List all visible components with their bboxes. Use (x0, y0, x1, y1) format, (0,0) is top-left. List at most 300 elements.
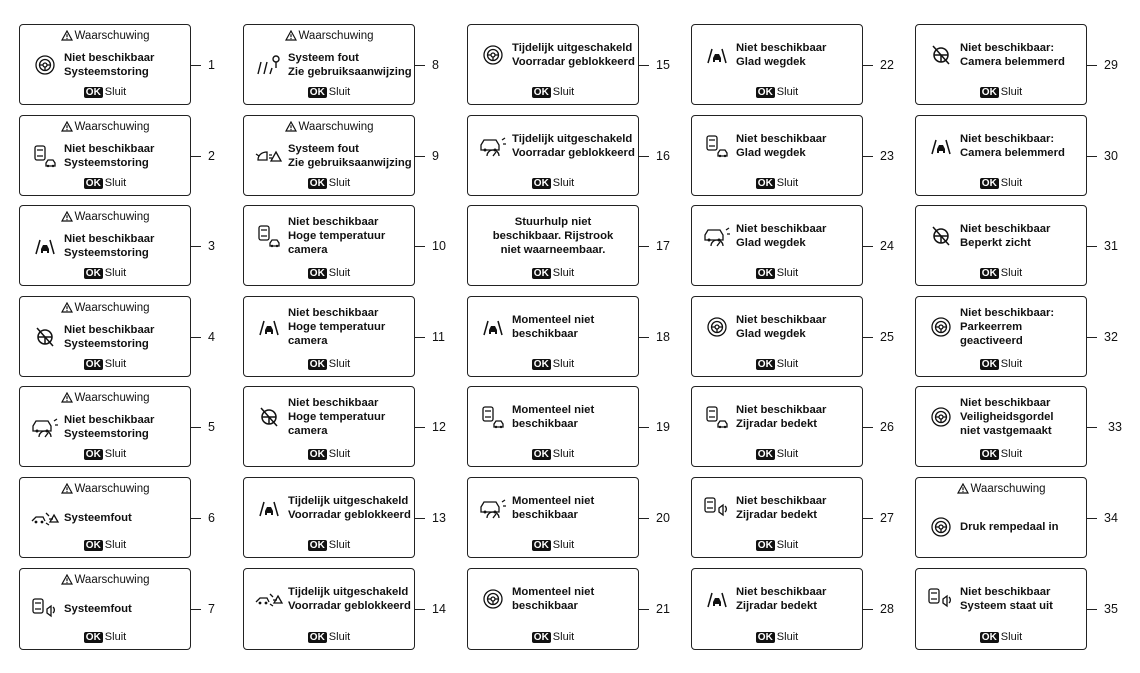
close-hint (468, 177, 638, 190)
ok-badge: OK (309, 540, 325, 551)
message-line: Druk rempedaal in (960, 520, 1059, 533)
message-line: Niet beschikbaar (64, 323, 155, 336)
message-line: Niet beschikbaar (736, 494, 827, 507)
message-card-5 (19, 386, 191, 467)
leader-line (191, 65, 201, 66)
message-text (960, 396, 1080, 438)
message-line: Voorradar geblokkeerd (512, 146, 635, 159)
close-label: Sluit (328, 177, 351, 189)
warning-caption (916, 482, 1086, 496)
callout-number: 15 (656, 57, 670, 72)
ok-badge: OK (981, 268, 997, 279)
message-line: Systeemfout (64, 603, 132, 615)
warning-caption (20, 29, 190, 43)
message-line: Niet beschikbaar (288, 396, 379, 409)
callout-number: 6 (208, 510, 215, 525)
message-text (64, 142, 184, 170)
message-line: Momenteel niet (512, 313, 595, 326)
close-label: Sluit (104, 86, 127, 98)
close-label: Sluit (552, 631, 575, 643)
callout-number: 35 (1104, 602, 1118, 616)
leader-line (639, 609, 649, 610)
warning-label: Waarschuwing (74, 30, 150, 42)
leader-line (1087, 427, 1097, 428)
lane-keep-car-icon (702, 405, 732, 429)
message-line: niet waarneembaar. (500, 243, 606, 256)
message-text (736, 41, 856, 69)
lane-lines-car-icon (254, 496, 284, 520)
message-card-9 (243, 115, 415, 196)
message-line: Voorradar geblokkeerd (512, 55, 635, 68)
warning-caption (20, 210, 190, 224)
message-text (960, 306, 1080, 348)
close-hint (916, 358, 1086, 371)
close-hint (244, 86, 414, 99)
close-hint (468, 86, 638, 99)
leader-line (191, 337, 201, 338)
warning-icon (61, 483, 73, 494)
ok-badge: OK (533, 268, 549, 279)
message-line: Niet beschikbaar (736, 403, 827, 416)
callout-number: 31 (1104, 238, 1118, 253)
callout-number: 8 (432, 57, 439, 72)
steering-wheel-circle-icon (926, 515, 956, 539)
message-text (736, 313, 856, 341)
message-text (512, 313, 632, 341)
message-card-8 (243, 24, 415, 105)
callout-number: 32 (1104, 329, 1118, 344)
ok-badge: OK (533, 449, 549, 460)
close-label: Sluit (104, 448, 127, 460)
callout-number: 16 (656, 148, 670, 163)
message-line: Parkeerrem (960, 320, 1023, 333)
leader-line (415, 65, 425, 66)
message-card-3 (19, 205, 191, 286)
message-card-4 (19, 296, 191, 377)
message-text (960, 585, 1080, 613)
crossed-steering-wheel-icon (254, 405, 284, 429)
message-line: Niet beschikbaar (960, 222, 1051, 235)
callout-number: 28 (880, 602, 894, 616)
ok-badge: OK (309, 359, 325, 370)
steering-wheel-circle-icon (926, 405, 956, 429)
message-text (736, 132, 856, 160)
callout-number: 33 (1108, 419, 1122, 434)
close-label: Sluit (552, 539, 575, 551)
close-hint (244, 358, 414, 371)
warning-label: Waarschuwing (74, 483, 150, 495)
leader-line (639, 156, 649, 157)
message-card-27 (691, 477, 863, 558)
message-text (288, 142, 412, 170)
ok-badge: OK (757, 632, 773, 643)
message-card-20 (467, 477, 639, 558)
warning-label: Waarschuwing (74, 121, 150, 133)
message-card-28 (691, 568, 863, 650)
close-label: Sluit (104, 539, 127, 551)
callout-number: 7 (208, 602, 215, 616)
leader-line (863, 156, 873, 157)
leader-line (639, 65, 649, 66)
message-card-14 (243, 568, 415, 650)
message-line: Tijdelijk uitgeschakeld (288, 494, 409, 507)
callout-number: 25 (880, 329, 894, 344)
close-label: Sluit (104, 631, 127, 643)
close-hint (244, 539, 414, 552)
message-text (64, 323, 184, 351)
message-line: Veiligheidsgordel (960, 410, 1054, 423)
warning-label: Waarschuwing (74, 302, 150, 314)
message-text (512, 403, 632, 431)
warning-label: Waarschuwing (298, 121, 374, 133)
message-line: Tijdelijk uitgeschakeld (512, 132, 633, 145)
leader-line (415, 609, 425, 610)
close-label: Sluit (552, 448, 575, 460)
callout-number: 19 (656, 419, 670, 434)
message-text (288, 215, 408, 257)
ok-badge: OK (757, 87, 773, 98)
close-hint (916, 177, 1086, 190)
close-label: Sluit (104, 358, 127, 370)
message-card-34 (915, 477, 1087, 558)
callout-number: 10 (432, 238, 446, 253)
leader-line (863, 337, 873, 338)
message-card-32 (915, 296, 1087, 377)
message-line: Hoge temperatuur (288, 410, 386, 423)
message-card-19 (467, 386, 639, 467)
close-label: Sluit (328, 631, 351, 643)
message-card-12 (243, 386, 415, 467)
leader-line (863, 65, 873, 66)
lane-lines-car-icon (254, 315, 284, 339)
leader-line (639, 337, 649, 338)
message-card-16 (467, 115, 639, 196)
callout-number: 30 (1104, 148, 1118, 163)
ok-badge: OK (533, 178, 549, 189)
close-hint (468, 267, 638, 280)
message-text (288, 494, 411, 522)
message-line: Glad wegdek (736, 55, 806, 68)
message-card-24 (691, 205, 863, 286)
warning-label: Waarschuwing (74, 211, 150, 223)
message-card-17 (467, 205, 639, 286)
message-line: camera (288, 243, 328, 256)
message-text (960, 41, 1080, 69)
message-line: Systeemstoring (64, 156, 149, 169)
close-hint (468, 448, 638, 461)
callout-number: 17 (656, 238, 670, 253)
message-card-15 (467, 24, 639, 105)
ok-badge: OK (533, 632, 549, 643)
steering-wheel-circle-icon (30, 53, 60, 77)
ok-badge: OK (757, 540, 773, 551)
ok-badge: OK (309, 268, 325, 279)
message-line: niet vastgemaakt (960, 424, 1052, 437)
message-line: Camera belemmerd (960, 146, 1065, 159)
close-label: Sluit (552, 267, 575, 279)
callout-number: 14 (432, 602, 446, 616)
ok-badge: OK (981, 359, 997, 370)
close-label: Sluit (104, 267, 127, 279)
leader-line (191, 609, 201, 610)
callout-number: 11 (432, 329, 445, 344)
close-hint (692, 539, 862, 552)
close-label: Sluit (776, 86, 799, 98)
ok-badge: OK (757, 178, 773, 189)
message-line: Systeem staat uit (960, 600, 1053, 612)
close-label: Sluit (776, 539, 799, 551)
ok-badge: OK (309, 87, 325, 98)
callout-number: 3 (208, 238, 215, 253)
close-hint (20, 358, 190, 371)
lane-lines-car-icon (478, 315, 508, 339)
leader-line (1087, 246, 1097, 247)
message-line: Niet beschikbaar (288, 306, 379, 319)
callout-number: 2 (208, 148, 215, 163)
callout-number: 1 (208, 57, 215, 72)
ok-badge: OK (85, 359, 101, 370)
message-line: Glad wegdek (736, 236, 806, 249)
close-hint (692, 177, 862, 190)
leader-line (1087, 609, 1097, 610)
close-label: Sluit (552, 86, 575, 98)
message-line: Voorradar geblokkeerd (288, 508, 411, 521)
warning-caption (20, 482, 190, 496)
warning-label: Waarschuwing (74, 574, 150, 586)
message-line: beschikbaar (512, 508, 578, 521)
close-hint (916, 86, 1086, 99)
warning-label: Waarschuwing (970, 483, 1046, 495)
ok-badge: OK (309, 632, 325, 643)
warning-caption (20, 301, 190, 315)
warning-caption (20, 391, 190, 405)
steering-wheel-circle-icon (926, 315, 956, 339)
leader-line (863, 246, 873, 247)
message-line: Systeemstoring (64, 427, 149, 440)
warning-icon (285, 121, 297, 132)
close-hint (916, 631, 1086, 644)
message-line: Zijradar bedekt (736, 508, 817, 521)
ok-badge: OK (85, 632, 101, 643)
message-line: camera (288, 424, 328, 437)
message-card-6 (19, 477, 191, 558)
callout-number: 18 (656, 329, 670, 344)
message-line: Niet beschikbaar (736, 313, 827, 326)
leader-line (415, 156, 425, 157)
leader-line (1087, 156, 1097, 157)
message-text (512, 132, 635, 160)
message-card-26 (691, 386, 863, 467)
callout-number: 21 (656, 602, 670, 616)
ok-badge: OK (85, 540, 101, 551)
message-line: Niet beschikbaar (64, 413, 155, 426)
blind-spot-icon (702, 496, 732, 520)
message-text (478, 215, 628, 257)
message-line: Momenteel niet (512, 494, 595, 507)
message-text (736, 585, 856, 613)
message-text (736, 222, 856, 250)
close-label: Sluit (776, 177, 799, 189)
ok-badge: OK (981, 449, 997, 460)
warning-icon (285, 30, 297, 41)
message-card-10 (243, 205, 415, 286)
message-card-18 (467, 296, 639, 377)
message-card-11 (243, 296, 415, 377)
warning-icon (61, 211, 73, 222)
message-text (960, 222, 1080, 250)
close-label: Sluit (104, 177, 127, 189)
message-card-1 (19, 24, 191, 105)
message-text (64, 232, 184, 260)
leader-line (191, 246, 201, 247)
lane-assist-pin-icon (254, 53, 284, 77)
message-card-7 (19, 568, 191, 650)
ok-badge: OK (757, 449, 773, 460)
warning-icon (61, 30, 73, 41)
leader-line (415, 337, 425, 338)
close-label: Sluit (328, 448, 351, 460)
message-line: Hoge temperatuur (288, 229, 386, 242)
warning-icon (61, 392, 73, 403)
message-card-2 (19, 115, 191, 196)
message-line: Niet beschikbaar (64, 142, 155, 155)
close-hint (244, 631, 414, 644)
message-card-21 (467, 568, 639, 650)
ok-badge: OK (981, 178, 997, 189)
message-line: Systeem fout (288, 51, 359, 64)
headlight-warning-icon (254, 144, 284, 168)
message-line: camera (288, 334, 328, 347)
message-text (960, 520, 1080, 534)
message-line: geactiveerd (960, 334, 1023, 347)
crossed-steering-wheel-icon (926, 224, 956, 248)
close-hint (244, 177, 414, 190)
car-speedometer-icon (30, 415, 60, 439)
ok-badge: OK (981, 87, 997, 98)
message-line: Glad wegdek (736, 327, 806, 340)
close-label: Sluit (328, 539, 351, 551)
message-line: beschikbaar (512, 327, 578, 340)
warning-label: Waarschuwing (74, 392, 150, 404)
leader-line (191, 427, 201, 428)
ok-badge: OK (533, 359, 549, 370)
lane-lines-car-icon (702, 43, 732, 67)
message-text (736, 403, 856, 431)
message-text (64, 413, 184, 441)
close-label: Sluit (328, 358, 351, 370)
close-hint (692, 358, 862, 371)
message-text (960, 132, 1080, 160)
close-label: Sluit (776, 631, 799, 643)
message-text (288, 306, 408, 348)
car-speedometer-icon (478, 496, 508, 520)
close-hint (692, 631, 862, 644)
close-label: Sluit (776, 267, 799, 279)
message-line: Tijdelijk uitgeschakeld (288, 586, 409, 598)
message-line: beschikbaar (512, 417, 578, 430)
message-line: Systeemstoring (64, 65, 149, 78)
leader-line (1087, 337, 1097, 338)
warning-caption (244, 120, 414, 134)
message-line: Systeemfout (64, 511, 132, 524)
close-label: Sluit (1000, 177, 1023, 189)
message-line: Niet beschikbaar (736, 222, 827, 235)
message-line: Zijradar bedekt (736, 600, 817, 612)
car-speedometer-icon (702, 224, 732, 248)
callout-number: 22 (880, 57, 894, 72)
message-card-25 (691, 296, 863, 377)
callout-number: 34 (1104, 510, 1118, 525)
message-card-22 (691, 24, 863, 105)
callout-number: 13 (432, 510, 446, 525)
message-line: Glad wegdek (736, 146, 806, 159)
warning-caption (20, 120, 190, 134)
close-hint (244, 267, 414, 280)
callout-number: 24 (880, 238, 894, 253)
steering-wheel-circle-icon (702, 315, 732, 339)
message-card-29 (915, 24, 1087, 105)
leader-line (1087, 65, 1097, 66)
message-line: Momenteel niet (512, 403, 595, 416)
lane-lines-car-icon (702, 587, 732, 611)
message-line: Systeem fout (288, 142, 359, 155)
crossed-steering-wheel-icon (30, 325, 60, 349)
blind-spot-icon (926, 587, 956, 611)
callout-number: 29 (1104, 57, 1118, 72)
crossed-steering-wheel-icon (926, 43, 956, 67)
callout-number: 5 (208, 419, 215, 434)
message-line: Voorradar geblokkeerd (288, 600, 411, 612)
close-label: Sluit (1000, 448, 1023, 460)
callout-number: 12 (432, 419, 446, 434)
lane-keep-car-icon (30, 144, 60, 168)
close-hint (692, 448, 862, 461)
message-card-31 (915, 205, 1087, 286)
message-line: Camera belemmerd (960, 55, 1065, 68)
message-line: Zie gebruiksaanwijzing (288, 65, 412, 78)
leader-line (639, 246, 649, 247)
close-hint (692, 267, 862, 280)
ok-badge: OK (981, 632, 997, 643)
message-line: Niet beschikbaar (288, 215, 379, 228)
collision-warning-icon (254, 587, 284, 611)
close-label: Sluit (776, 358, 799, 370)
close-label: Sluit (1000, 267, 1023, 279)
ok-badge: OK (533, 540, 549, 551)
ok-badge: OK (309, 178, 325, 189)
ok-badge: OK (85, 268, 101, 279)
message-card-35 (915, 568, 1087, 650)
message-line: Niet beschikbaar (960, 586, 1051, 598)
car-speedometer-icon (478, 134, 508, 158)
message-line: beschikbaar. Rijstrook (492, 229, 614, 242)
leader-line (415, 518, 425, 519)
lane-lines-car-icon (926, 134, 956, 158)
message-line: Niet beschikbaar: (960, 132, 1055, 145)
callout-number: 4 (208, 329, 215, 344)
lane-keep-car-icon (478, 405, 508, 429)
close-hint (916, 267, 1086, 280)
blind-spot-icon (30, 597, 60, 621)
close-label: Sluit (1000, 358, 1023, 370)
message-line: Niet beschikbaar: (960, 41, 1055, 54)
leader-line (191, 156, 201, 157)
message-line: beschikbaar (512, 600, 578, 612)
close-hint (244, 448, 414, 461)
callout-number: 23 (880, 148, 894, 163)
message-card-30 (915, 115, 1087, 196)
leader-line (863, 427, 873, 428)
